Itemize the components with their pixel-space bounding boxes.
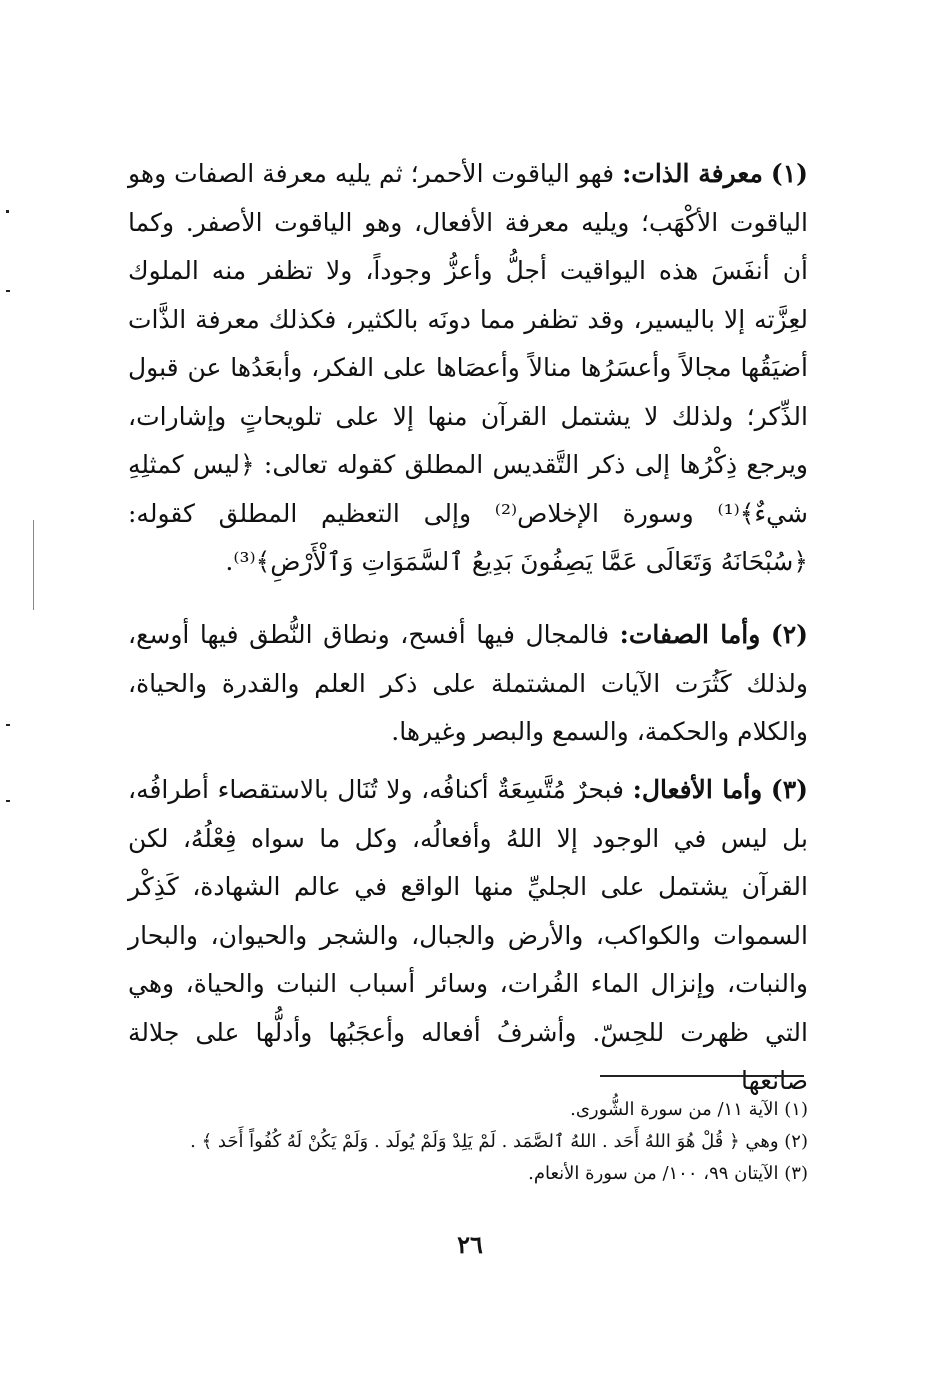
paragraph-number: (١) bbox=[770, 159, 808, 188]
paragraph-heading: وأما الصفات: bbox=[619, 620, 761, 649]
paragraph-number: (٣) bbox=[770, 775, 809, 804]
scan-mark bbox=[6, 210, 9, 213]
paragraph-body: فالمجال فيها أفسح، ونطاق النُّطق فيها أوسع، ولذلك كَثُرَت الآيات المشتملة على ذكر العلم والقدرة والحياة، والكلام والحكمة، والسمع والبصر وغيرها. bbox=[128, 620, 808, 746]
scan-mark bbox=[6, 290, 10, 292]
page-number: ٢٦ bbox=[457, 1230, 483, 1259]
paragraph-essence bbox=[128, 150, 808, 587]
paragraph-body: فبحرٌ مُتَّسِعَةٌ أكنافُه، ولا تُنَال بالاستقصاء أطرافُه، بل ليس في الوجود إلا اللهُ وأفعالُه، وكل ما سواه فِعْلُهُ، لكن القرآن يشتمل على الجليِّ منها الواقع في عالم الشهادة، كَذِكْر السموات والكواكب، والأرض والجبال، والشجر والحيوان، والبحار والنبات، وإنزال الماء الفُرات، وسائر أسباب النبات والحياة، وهي التي ظهرت للحِسّ. وأشرفُ أفعاله وأعجَبُها وأدلُّها على جلالة صانعها bbox=[128, 775, 808, 1095]
paragraph-heading: وأما الأفعال: bbox=[632, 775, 763, 804]
scan-line bbox=[33, 520, 34, 610]
footnotes bbox=[128, 1094, 808, 1190]
footnote-separator bbox=[600, 1075, 804, 1077]
paragraph-number: (٢) bbox=[770, 620, 808, 649]
footnote-3: (٣) الآيتان ٩٩، ١٠٠/ من سورة الأنعام. bbox=[528, 1163, 808, 1184]
scan-mark bbox=[6, 800, 10, 802]
footnote-2: (٢) وهي ﴿ قُلْ هُوَ اللهُ أَحَد . اللهُ ٱلصَّمَد . لَمْ يَلِدْ وَلَمْ يُولَد . وَلَمْ يَكُنْ لَهُ كُفُواً أَحَد ﴾ . bbox=[190, 1131, 808, 1152]
paragraph-attributes bbox=[128, 611, 808, 757]
scan-mark bbox=[6, 724, 10, 726]
paragraph-heading: معرفة الذات: bbox=[622, 159, 763, 188]
paragraph-body: فهو الياقوت الأحمر؛ ثم يليه معرفة الصفات وهو الياقوت الأكْهَب؛ ويليه معرفة الأفعال، وهو الياقوت الأصفر. وكما أن أنفَسَ هذه اليواقيت أجلُّ وأعزُّ وجوداً، ولا تظفر منه الملوك لعِزَّته إلا باليسير، وقد تظفر مما دونَه بالكثير، فكذلك معرفة الذَّات أضيَقُها مجالاً وأعسَرُها منالاً وأعصَاها على الفكر، وأبعَدُها عن قبول الذِّكر؛ ولذلك لا يشتمل القرآن منها إلا على تلويحاتٍ وإشارات، ويرجع ذِكْرُها إلى ذكر التَّقديس المطلق كقوله تعالى: ﴿ليس كمثلِهِ شيءٌ﴾⁽¹⁾ وسورة الإخلاص⁽²⁾ وإلى التعظيم المطلق كقوله: ﴿سُبْحَانَهُ وَتَعَالَى عَمَّا يَصِفُونَ بَدِيعُ ٱلسَّمَوَاتِ وَٱلْأَرْضِ﴾⁽³⁾. bbox=[128, 159, 808, 576]
paragraph-actions bbox=[128, 766, 808, 1106]
footnote-1: (١) الآية ١١/ من سورة الشُّورى. bbox=[570, 1099, 808, 1120]
